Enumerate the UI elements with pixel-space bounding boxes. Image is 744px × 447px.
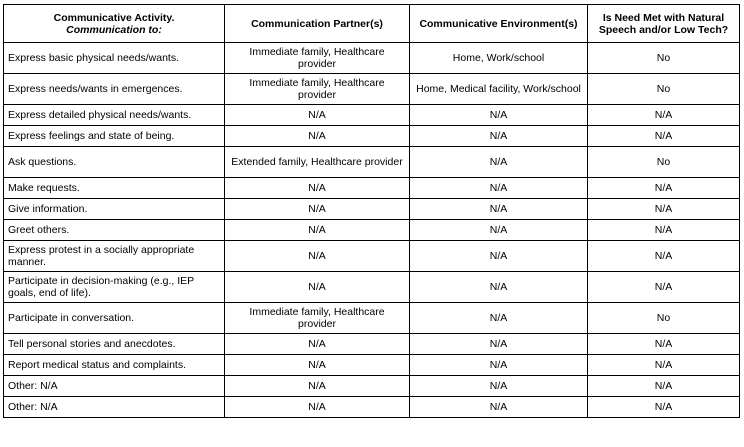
need-met-cell: No xyxy=(588,303,740,334)
table-row xyxy=(4,105,740,126)
activity-cell: Give information. xyxy=(4,199,225,220)
partner-cell: N/A xyxy=(225,355,410,376)
table-header-row xyxy=(4,5,740,43)
header-activity-title: Communicative Activity. xyxy=(53,11,175,24)
activity-cell: Participate in conversation. xyxy=(4,303,225,334)
activity-cell: Express feelings and state of being. xyxy=(4,126,225,147)
partner-cell: N/A xyxy=(225,334,410,355)
header-activity xyxy=(4,5,225,43)
need-met-cell: No xyxy=(588,147,740,178)
need-met-cell: No xyxy=(588,43,740,74)
activity-cell: Report medical status and complaints. xyxy=(4,355,225,376)
table-row xyxy=(4,126,740,147)
table-row xyxy=(4,397,740,418)
partner-cell: N/A xyxy=(225,376,410,397)
environment-cell: Home, Medical facility, Work/school xyxy=(410,74,588,105)
table-row xyxy=(4,303,740,334)
environment-cell: N/A xyxy=(410,355,588,376)
partner-cell: N/A xyxy=(225,199,410,220)
activity-cell: Make requests. xyxy=(4,178,225,199)
activity-cell: Other: N/A xyxy=(4,376,225,397)
activity-cell: Ask questions. xyxy=(4,147,225,178)
activity-cell: Express detailed physical needs/wants. xyxy=(4,105,225,126)
header-activity-subtitle: Communication to: xyxy=(66,23,162,36)
partner-cell: N/A xyxy=(225,126,410,147)
environment-cell: N/A xyxy=(410,178,588,199)
table-row xyxy=(4,199,740,220)
environment-cell: Home, Work/school xyxy=(410,43,588,74)
need-met-cell: N/A xyxy=(588,241,740,272)
partner-cell: Immediate family, Healthcare provider xyxy=(225,74,410,105)
activity-cell: Participate in decision-making (e.g., IEP goals, end of life). xyxy=(4,272,225,303)
environment-cell: N/A xyxy=(410,397,588,418)
need-met-cell: N/A xyxy=(588,220,740,241)
table-row xyxy=(4,355,740,376)
environment-cell: N/A xyxy=(410,241,588,272)
partner-cell: Immediate family, Healthcare provider xyxy=(225,303,410,334)
need-met-cell: N/A xyxy=(588,272,740,303)
communication-needs-table xyxy=(3,4,740,418)
activity-cell: Express protest in a socially appropriate manner. xyxy=(4,241,225,272)
environment-cell: N/A xyxy=(410,376,588,397)
partner-cell: N/A xyxy=(225,105,410,126)
table-row xyxy=(4,147,740,178)
activity-cell: Express needs/wants in emergences. xyxy=(4,74,225,105)
need-met-cell: N/A xyxy=(588,178,740,199)
table-row xyxy=(4,241,740,272)
environment-cell: N/A xyxy=(410,334,588,355)
environment-cell: N/A xyxy=(410,199,588,220)
need-met-cell: N/A xyxy=(588,355,740,376)
table-row xyxy=(4,272,740,303)
table-row xyxy=(4,220,740,241)
activity-cell: Greet others. xyxy=(4,220,225,241)
table-row xyxy=(4,376,740,397)
header-environment: Communicative Environment(s) xyxy=(410,5,588,43)
partner-cell: Immediate family, Healthcare provider xyxy=(225,43,410,74)
partner-cell: Extended family, Healthcare provider xyxy=(225,147,410,178)
environment-cell: N/A xyxy=(410,272,588,303)
activity-cell: Express basic physical needs/wants. xyxy=(4,43,225,74)
need-met-cell: N/A xyxy=(588,376,740,397)
environment-cell: N/A xyxy=(410,105,588,126)
table-row xyxy=(4,178,740,199)
need-met-cell: N/A xyxy=(588,105,740,126)
need-met-cell: N/A xyxy=(588,126,740,147)
partner-cell: N/A xyxy=(225,272,410,303)
environment-cell: N/A xyxy=(410,220,588,241)
need-met-cell: N/A xyxy=(588,199,740,220)
need-met-cell: N/A xyxy=(588,334,740,355)
table-row xyxy=(4,74,740,105)
need-met-cell: No xyxy=(588,74,740,105)
table-row xyxy=(4,43,740,74)
environment-cell: N/A xyxy=(410,303,588,334)
activity-cell: Other: N/A xyxy=(4,397,225,418)
partner-cell: N/A xyxy=(225,397,410,418)
partner-cell: N/A xyxy=(225,220,410,241)
header-need-met: Is Need Met with Natural Speech and/or Low Tech? xyxy=(588,5,740,43)
environment-cell: N/A xyxy=(410,147,588,178)
activity-cell: Tell personal stories and anecdotes. xyxy=(4,334,225,355)
header-partner: Communication Partner(s) xyxy=(225,5,410,43)
need-met-cell: N/A xyxy=(588,397,740,418)
partner-cell: N/A xyxy=(225,178,410,199)
environment-cell: N/A xyxy=(410,126,588,147)
table-row xyxy=(4,334,740,355)
partner-cell: N/A xyxy=(225,241,410,272)
